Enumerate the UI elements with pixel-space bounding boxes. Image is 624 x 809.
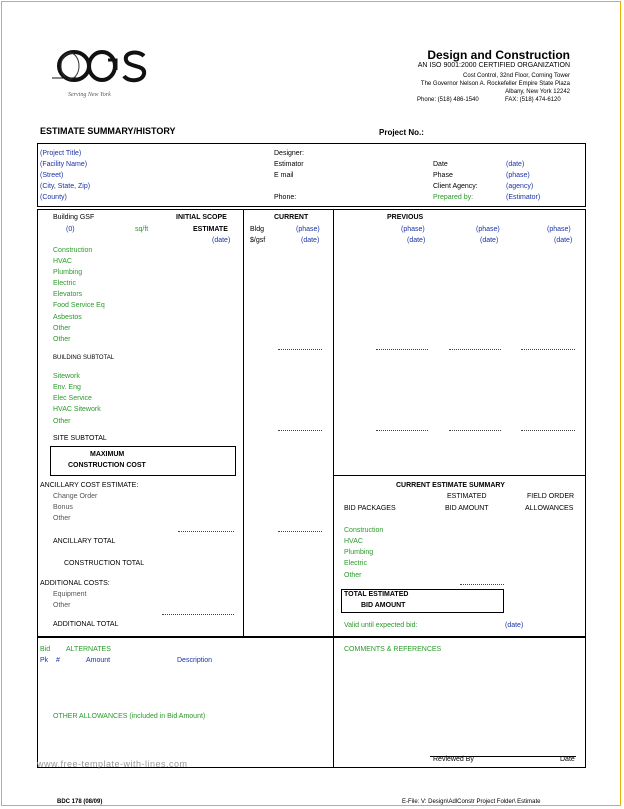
review-date-label: Date <box>560 756 575 763</box>
ancillary-value-line <box>178 531 234 532</box>
tagline: Serving New York <box>68 92 111 98</box>
county-field[interactable]: (County) <box>40 194 67 201</box>
efile-path: E-File: V: Design\AdlConstr Project Folder\ Estimate <box>402 799 541 805</box>
previous-line <box>449 349 501 350</box>
building-item: Electric <box>53 280 76 287</box>
reviewed-by-label: Reviewed By <box>433 756 474 763</box>
date-label: Date <box>433 161 448 168</box>
current-ancillary-line <box>278 531 322 532</box>
org-title: Design and Construction <box>427 48 570 62</box>
additional-value-line <box>162 614 234 615</box>
street-field[interactable]: (Street) <box>40 172 64 179</box>
other-allowances-label: OTHER ALLOWANCES (included in Bid Amount) <box>53 713 206 720</box>
building-item: Food Service Eq <box>53 302 105 309</box>
divider-bottom <box>333 637 334 768</box>
construction-total-label: CONSTRUCTION TOTAL <box>64 560 145 567</box>
building-item: Asbestos <box>53 314 82 321</box>
summary-total-line <box>460 584 504 585</box>
previous-line <box>376 349 428 350</box>
ancillary-item: Change Order <box>53 493 98 500</box>
additional-item: Other <box>53 602 71 609</box>
total-estimated-label: TOTAL ESTIMATED <box>344 591 409 598</box>
previous-heading: PREVIOUS <box>387 214 424 221</box>
additional-label: ADDITIONAL COSTS: <box>40 580 110 587</box>
summary-item: Plumbing <box>344 549 374 556</box>
building-item: Other <box>53 325 71 332</box>
site-item: Env. Eng <box>53 384 81 391</box>
previous-phase-3[interactable]: (phase) <box>547 226 571 233</box>
comments-label: COMMENTS & REFERENCES <box>344 646 442 653</box>
agency-label: Client Agency: <box>433 183 478 190</box>
allowances-label: ALLOWANCES <box>525 505 574 512</box>
site-subtotal-label: SITE SUBTOTAL <box>53 435 107 442</box>
phone-line: Phone: (518) 486-1540 <box>417 97 479 103</box>
site-item: HVAC Sitework <box>53 406 101 413</box>
designer-label: Designer: <box>274 150 304 157</box>
estimated-label: ESTIMATED <box>447 493 487 500</box>
project-title-field[interactable]: (Project Title) <box>40 150 82 157</box>
summary-item: Other <box>344 572 362 579</box>
form-number: BDC 178 (08/09) <box>57 799 103 805</box>
building-item: Other <box>53 336 71 343</box>
alternates-section <box>37 637 586 768</box>
ancillary-item: Bonus <box>53 504 73 511</box>
pk-label: Pk <box>40 657 49 664</box>
building-gsf-label: Building GSF <box>53 214 95 221</box>
previous-date-2[interactable]: (date) <box>480 237 499 244</box>
address-line-2: The Governor Nelson A. Rockefeller Empire State Plaza <box>420 81 570 87</box>
previous-box <box>333 209 586 476</box>
facility-name-field[interactable]: (Facility Name) <box>40 161 88 168</box>
valid-until-label: Valid until expected bid: <box>344 622 418 629</box>
current-phase-field[interactable]: (phase) <box>296 226 320 233</box>
summary-item: HVAC <box>344 538 363 545</box>
previous-line <box>376 430 428 431</box>
max-cost-box <box>50 446 236 476</box>
field-order-label: FIELD ORDER <box>527 493 575 500</box>
summary-item: Electric <box>344 560 367 567</box>
phone-label: Phone: <box>274 194 297 201</box>
current-gsf-label: $/gsf <box>250 237 266 244</box>
phase-label: Phase <box>433 172 453 179</box>
fax-line: FAX: (518) 474-6120 <box>505 97 561 103</box>
amount-label: Amount <box>86 657 111 664</box>
current-site-subtotal-line <box>278 430 322 431</box>
email-label: E mail <box>274 172 294 179</box>
date-field[interactable]: (date) <box>506 161 525 168</box>
summary-item: Construction <box>344 527 384 534</box>
divider-left <box>243 209 244 637</box>
building-subtotal-label: BUILDING SUBTOTAL <box>53 355 115 361</box>
gsf-value[interactable]: (0) <box>66 226 75 233</box>
alternates-label: ALTERNATES <box>66 646 111 653</box>
valid-until-date[interactable]: (date) <box>505 622 524 629</box>
max-cost-line-1: MAXIMUM <box>90 451 125 458</box>
iso-line: AN ISO 9001:2000 CERTIFIED ORGANIZATION <box>417 62 570 69</box>
address-line-1: Cost Control, 32nd Floor, Corning Tower <box>463 73 570 79</box>
current-bldg-label: Bldg <box>250 226 265 233</box>
building-item: Construction <box>53 247 93 254</box>
ancillary-item: Other <box>53 515 71 522</box>
additional-item: Equipment <box>53 591 87 598</box>
bid-amount-label: BID AMOUNT <box>445 505 489 512</box>
previous-phase-1[interactable]: (phase) <box>401 226 425 233</box>
ancillary-label: ANCILLARY COST ESTIMATE: <box>40 482 139 489</box>
bid-packages-label: BID PACKAGES <box>344 505 396 512</box>
current-heading: CURRENT <box>274 214 309 221</box>
page-title: ESTIMATE SUMMARY/HISTORY <box>40 126 176 136</box>
site-item: Elec Service <box>53 395 92 402</box>
additional-total-label: ADDITIONAL TOTAL <box>53 621 119 628</box>
project-info-box <box>37 143 586 207</box>
building-item: Plumbing <box>53 269 83 276</box>
initial-scope-heading: INITIAL SCOPE <box>176 214 227 221</box>
previous-line <box>449 430 501 431</box>
project-no-label: Project No.: <box>379 128 424 137</box>
estimator-label: Estimator <box>274 161 304 168</box>
building-item: HVAC <box>53 258 72 265</box>
watermark: www.free-template-with-lines.com <box>37 759 188 769</box>
phase-field[interactable]: (phase) <box>506 172 530 179</box>
description-label: Description <box>177 657 213 664</box>
previous-date-1[interactable]: (date) <box>407 237 426 244</box>
agency-field[interactable]: (agency) <box>506 183 534 190</box>
site-item: Other <box>53 418 71 425</box>
sqft-unit: sq/ft <box>135 226 149 233</box>
current-date-field[interactable]: (date) <box>301 237 320 244</box>
bid-label: Bid <box>40 646 51 653</box>
max-cost-line-2: CONSTRUCTION COST <box>68 462 146 469</box>
previous-line <box>521 430 575 431</box>
building-item: Elevators <box>53 291 83 298</box>
previous-date-3[interactable]: (date) <box>554 237 573 244</box>
prepared-by-field[interactable]: (Estimator) <box>506 194 541 201</box>
ogs-logo <box>50 48 150 88</box>
ancillary-total-label: ANCILLARY TOTAL <box>53 538 116 545</box>
total-bid-amount-label: BID AMOUNT <box>361 602 406 609</box>
address-line-3: Albany, New York 12242 <box>505 89 570 95</box>
current-building-subtotal-line <box>278 349 322 350</box>
initial-date-field[interactable]: (date) <box>212 237 231 244</box>
prepared-by-label: Prepared by: <box>433 194 474 201</box>
site-item: Sitework <box>53 373 80 380</box>
city-field[interactable]: (City, State, Zip) <box>40 183 91 190</box>
previous-line <box>521 349 575 350</box>
previous-phase-2[interactable]: (phase) <box>476 226 500 233</box>
estimate-heading: ESTIMATE <box>193 226 228 233</box>
summary-heading: CURRENT ESTIMATE SUMMARY <box>396 482 505 489</box>
number-label: # <box>56 657 60 664</box>
